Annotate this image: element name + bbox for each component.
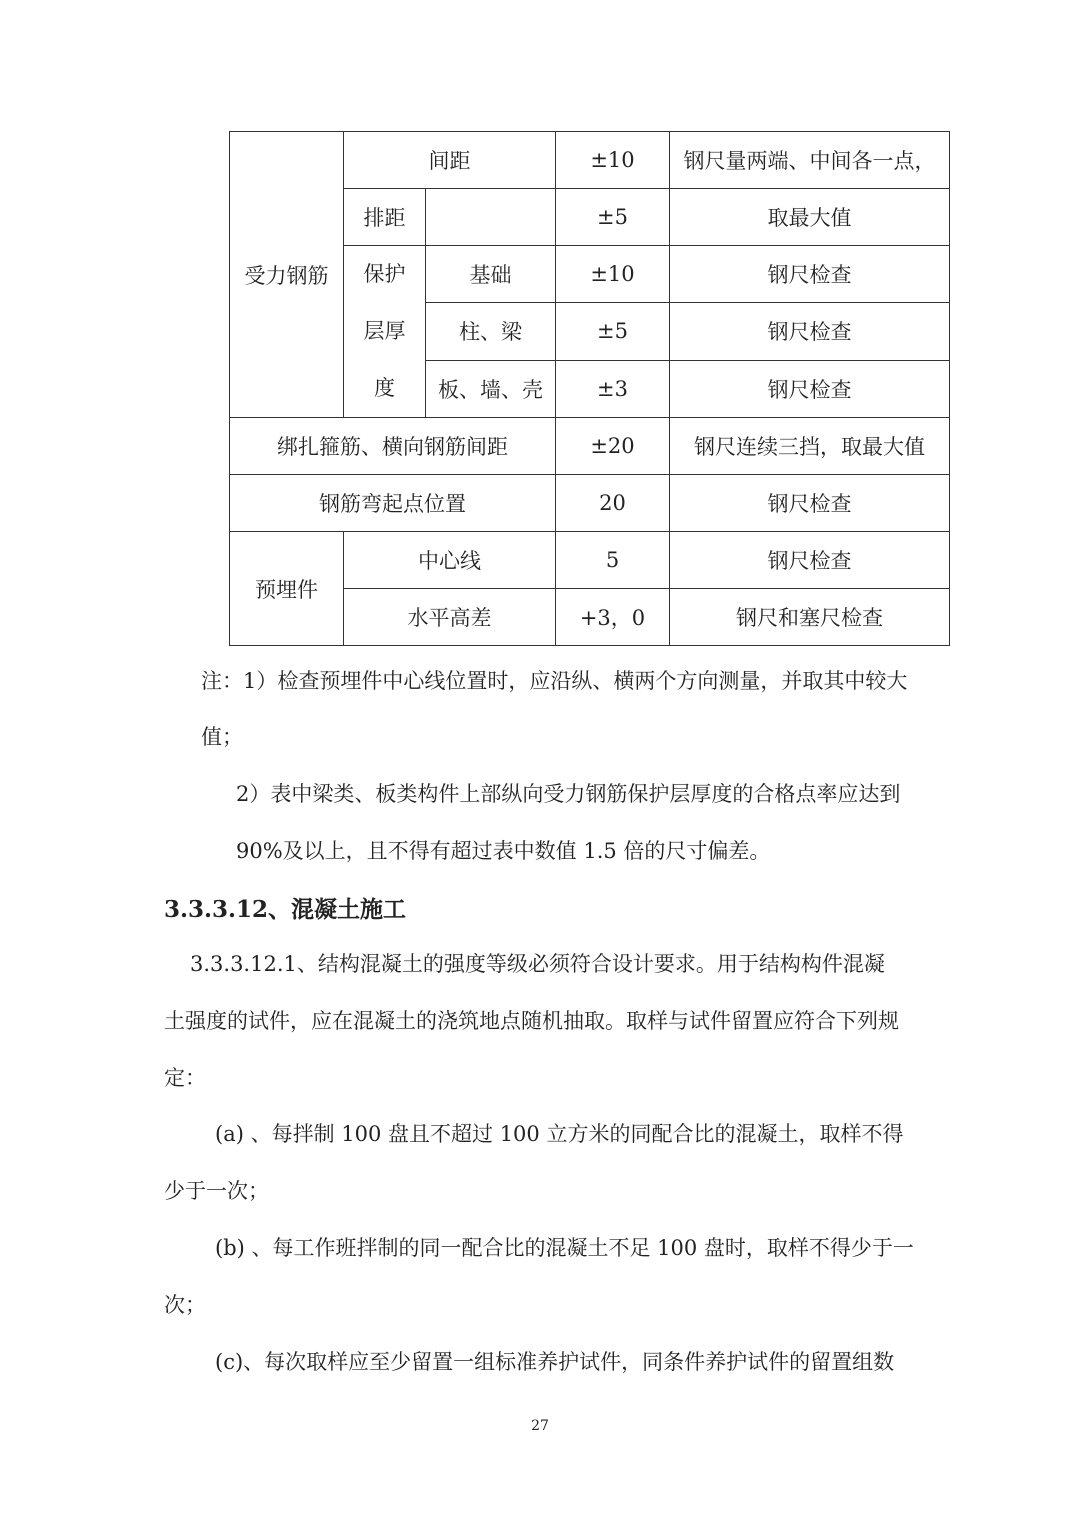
- spacing-method: 钢尺量两端、中间各一点，: [670, 132, 950, 189]
- row-spacing-label: 排距: [344, 189, 426, 246]
- row-spacing-blank-cell: [426, 189, 556, 246]
- stirrup-spacing-label: 绑扎箍筋、横向钢筋间距: [230, 418, 556, 475]
- table-row: [230, 475, 950, 532]
- table-row: [230, 132, 950, 189]
- cover-item-label: 基础: [426, 246, 556, 303]
- bend-point-tolerance: 20: [556, 475, 670, 532]
- cover-item-method: 钢尺检查: [670, 246, 950, 303]
- table-row: [230, 418, 950, 475]
- section-heading: 3.3.3.12、混凝土施工: [164, 896, 407, 923]
- page-number: 27: [531, 1418, 549, 1434]
- rebar-group-label: 受力钢筋: [230, 132, 344, 418]
- embedded-item-tolerance: 5: [556, 532, 670, 589]
- note-1-line-1: 注：1）检查预埋件中心线位置时，应沿纵、横两个方向测量，并取其中较大: [201, 669, 908, 693]
- stirrup-spacing-method: 钢尺连续三挡，取最大值: [670, 418, 950, 475]
- item-b-line-2: 次；: [164, 1293, 206, 1317]
- cover-item-method: 钢尺检查: [670, 303, 950, 360]
- cover-item-method: 钢尺检查: [670, 360, 950, 417]
- table-row: [230, 532, 950, 589]
- paragraph-1-line-3: 定：: [164, 1066, 206, 1090]
- bend-point-method: 钢尺检查: [670, 475, 950, 532]
- cover-thickness-label: [344, 246, 426, 418]
- bend-point-label: 钢筋弯起点位置: [230, 475, 556, 532]
- note-2-line-1: 2）表中梁类、板类构件上部纵向受力钢筋保护层厚度的合格点率应达到: [236, 782, 901, 806]
- tolerance-table: [229, 131, 950, 646]
- cover-item-tolerance: ±3: [556, 360, 670, 417]
- spacing-label: 间距: [344, 132, 556, 189]
- item-a-line-2: 少于一次；: [164, 1179, 269, 1203]
- paragraph-1-line-2: 土强度的试件，应在混凝土的浇筑地点随机抽取。取样与试件留置应符合下列规: [164, 1009, 899, 1033]
- cover-label-line: 度: [374, 376, 395, 400]
- cover-item-label: 板、墙、壳: [426, 360, 556, 417]
- cover-item-label: 柱、梁: [426, 303, 556, 360]
- embedded-item-method: 钢尺检查: [670, 532, 950, 589]
- row-spacing-method: 取最大值: [670, 189, 950, 246]
- cover-label-line: 保护: [363, 262, 406, 286]
- embedded-item-method: 钢尺和塞尺检查: [670, 589, 950, 646]
- cover-label-line: 层厚: [363, 319, 406, 343]
- spacing-tolerance: ±10: [556, 132, 670, 189]
- note-1-line-2: 值；: [201, 725, 243, 749]
- cover-item-tolerance: ±10: [556, 246, 670, 303]
- item-b-line-1: (b) 、每工作班拌制的同一配合比的混凝土不足 100 盘时，取样不得少于一: [215, 1236, 914, 1260]
- embedded-item-label: 水平高差: [344, 589, 556, 646]
- paragraph-1-line-1: 3.3.3.12.1、结构混凝土的强度等级必须符合设计要求。用于结构构件混凝: [190, 952, 885, 976]
- row-spacing-tolerance: ±5: [556, 189, 670, 246]
- embedded-group-label: 预埋件: [230, 532, 344, 646]
- item-c-line-1: (c)、每次取样应至少留置一组标准养护试件，同条件养护试件的留置组数: [215, 1350, 895, 1374]
- cover-item-tolerance: ±5: [556, 303, 670, 360]
- embedded-item-tolerance: +3，0: [556, 589, 670, 646]
- note-2-line-2: 90%及以上，且不得有超过表中数值 1.5 倍的尺寸偏差。: [236, 839, 771, 863]
- item-a-line-1: (a) 、每拌制 100 盘且不超过 100 立方米的同配合比的混凝土，取样不得: [215, 1122, 904, 1146]
- embedded-item-label: 中心线: [344, 532, 556, 589]
- stirrup-spacing-tolerance: ±20: [556, 418, 670, 475]
